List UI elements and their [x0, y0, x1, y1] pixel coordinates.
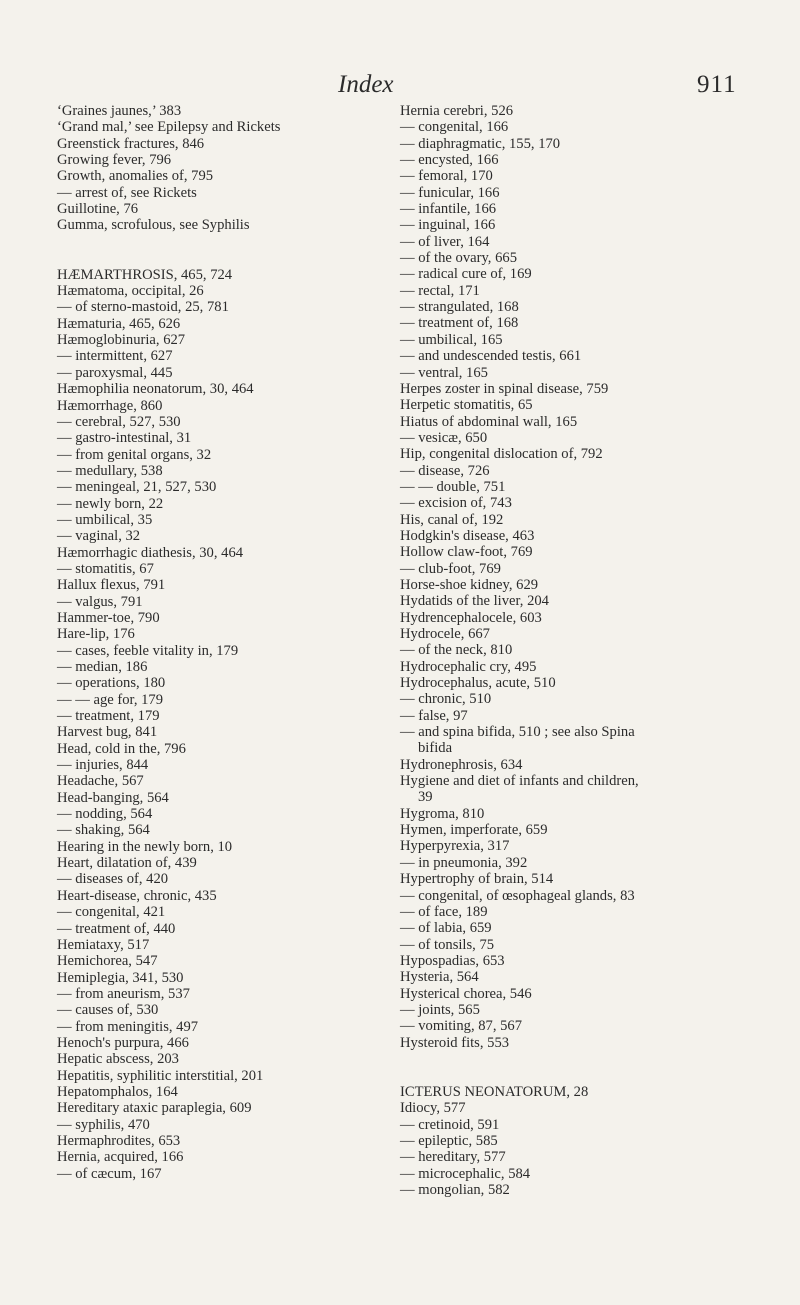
index-entry: — of face, 189 [400, 903, 488, 920]
index-entry: Hare-lip, 176 [57, 626, 135, 643]
index-entry: — treatment of, 440 [57, 920, 176, 937]
index-entry: Hydronephrosis, 634 [400, 756, 523, 773]
index-entry: — umbilical, 165 [400, 331, 503, 348]
index-entry: — median, 186 [57, 659, 148, 675]
index-entry: Hammer-toe, 790 [57, 609, 160, 626]
index-entry: — funicular, 166 [400, 184, 500, 201]
index-entry: Hæmatoma, occipital, 26 [57, 283, 204, 300]
index-entry: — congenital, 166 [400, 119, 509, 136]
index-entry: — meningeal, 21, 527, 530 [57, 479, 217, 496]
index-entry: — ventral, 165 [400, 364, 488, 381]
index-entry: — disease, 726 [400, 462, 490, 479]
index-entry: — joints, 565 [400, 1001, 480, 1018]
index-entry: Hollow claw-foot, 769 [400, 544, 533, 561]
index-entry: — and spina bifida, 510 ; see also Spina [400, 724, 635, 741]
index-entry: Harvest bug, 841 [57, 724, 158, 741]
index-entry: — cerebral, 527, 530 [57, 413, 181, 430]
index-entry: — excision of, 743 [400, 495, 512, 512]
index-entry: — radical cure of, 169 [400, 266, 532, 283]
index-entry: — of cæcum, 167 [57, 1165, 162, 1182]
index-entry: Hepatitis, syphilitic interstitial, 201 [57, 1067, 264, 1084]
index-entry: — of tonsils, 75 [400, 936, 495, 953]
index-entry: Hæmophilia neonatorum, 30, 464 [57, 381, 254, 398]
index-column-left [57, 103, 387, 1182]
index-entry: Hæmaturia, 465, 626 [57, 315, 181, 332]
index-entry: — chronic, 510 [400, 691, 492, 708]
index-entry: Horse-shoe kidney, 629 [400, 576, 539, 593]
index-entry: Henoch's purpura, 466 [57, 1034, 189, 1051]
index-entry: — mongolian, 582 [400, 1182, 510, 1198]
index-entry: — of sterno-mastoid, 25, 781 [57, 299, 229, 316]
index-entry: — — double, 751 [400, 478, 506, 495]
index-entry: — treatment of, 168 [400, 315, 519, 332]
index-entry: Hernia cerebri, 526 [400, 103, 514, 119]
index-entry: Herpes zoster in spinal disease, 759 [400, 380, 609, 397]
index-entry: Greenstick fractures, 846 [57, 135, 205, 152]
index-entry: Hearing in the newly born, 10 [57, 838, 233, 855]
index-entry: Head, cold in the, 796 [57, 740, 186, 757]
index-entry: Gumma, scrofulous, see Syphilis [57, 217, 250, 234]
index-entry: Hæmorrhage, 860 [57, 397, 163, 414]
index-entry: Hereditary ataxic paraplegia, 609 [57, 1100, 252, 1117]
index-entry: — diseases of, 420 [57, 871, 169, 888]
index-entry: Herpetic stomatitis, 65 [400, 397, 533, 414]
index-entry: ‘Graines jaunes,’ 383 [57, 103, 182, 119]
index-entry: Hæmoglobinuria, 627 [57, 332, 186, 349]
index-entry: — treatment, 179 [57, 708, 160, 725]
index-entry: Hermaphrodites, 653 [57, 1132, 181, 1149]
index-entry: — congenital, 421 [57, 904, 166, 921]
index-entry: — microcephalic, 584 [400, 1165, 531, 1182]
index-entry: — injuries, 844 [57, 757, 149, 774]
index-entry: Hip, congenital dislocation of, 792 [400, 446, 603, 463]
index-entry: — stomatitis, 67 [57, 560, 154, 577]
index-entry: — diaphragmatic, 155, 170 [400, 135, 561, 152]
index-entry: — in pneumonia, 392 [400, 854, 528, 871]
index-entry: — valgus, 791 [57, 593, 143, 610]
index-entry: Hysteroid fits, 553 [400, 1034, 510, 1051]
index-entry: Hæmorrhagic diathesis, 30, 464 [57, 544, 244, 561]
index-entry: Hemichorea, 547 [57, 953, 158, 970]
index-entry: 39 [418, 789, 433, 806]
index-entry: — congenital, of œsophageal glands, 83 [400, 887, 635, 904]
index-entry: — operations, 180 [57, 675, 166, 692]
index-column-right [400, 103, 780, 1198]
index-entry: — from aneurism, 537 [57, 985, 190, 1002]
index-entry: Idiocy, 577 [400, 1100, 466, 1117]
index-entry: Hyperpyrexia, 317 [400, 838, 510, 855]
index-entry: — paroxysmal, 445 [57, 364, 173, 381]
index-entry: ‘Grand mal,’ see Epilepsy and Rickets [57, 119, 281, 136]
index-entry: Hemiataxy, 517 [57, 936, 150, 953]
section-gap [57, 234, 387, 267]
index-entry: Hiatus of abdominal wall, 165 [400, 413, 578, 430]
index-entry: Head-banging, 564 [57, 789, 169, 806]
index-entry: — of the ovary, 665 [400, 250, 517, 267]
index-entry: — false, 97 [400, 707, 468, 724]
index-entry: Hydrocele, 667 [400, 626, 490, 642]
index-entry: — vaginal, 32 [57, 528, 141, 545]
index-entry: Hemiplegia, 341, 530 [57, 969, 184, 986]
index-entry: — and undescended testis, 661 [400, 348, 582, 365]
index-entry: — infantile, 166 [400, 201, 497, 218]
index-entry: — strangulated, 168 [400, 299, 519, 316]
index-entry: Hepatic abscess, 203 [57, 1051, 179, 1068]
index-entry: Hernia, acquired, 166 [57, 1149, 184, 1166]
index-entry: — nodding, 564 [57, 806, 153, 823]
section-gap [400, 1051, 780, 1084]
index-entry: — shaking, 564 [57, 822, 150, 839]
index-entry: Headache, 567 [57, 773, 144, 790]
index-entry: — syphilis, 470 [57, 1116, 150, 1133]
index-entry: Hydatids of the liver, 204 [400, 593, 549, 610]
page-number: 911 [697, 71, 737, 98]
index-entry: — vomiting, 87, 567 [400, 1018, 523, 1035]
index-entry: Hypospadias, 653 [400, 952, 505, 969]
index-entry: Growth, anomalies of, 795 [57, 168, 214, 185]
index-entry: — cases, feeble vitality in, 179 [57, 642, 239, 659]
index-entry: — intermittent, 627 [57, 348, 173, 365]
index-entry: — epileptic, 585 [400, 1132, 498, 1149]
index-entry: — umbilical, 35 [57, 511, 153, 528]
index-entry: Hepatomphalos, 164 [57, 1083, 178, 1100]
running-title: Index [338, 71, 394, 98]
index-entry: — femoral, 170 [400, 168, 493, 185]
index-entry: — — age for, 179 [57, 691, 164, 708]
index-entry: — of labia, 659 [400, 920, 492, 937]
index-entry: — from meningitis, 497 [57, 1018, 199, 1035]
index-entry: Hygroma, 810 [400, 805, 485, 822]
index-entry: bifida [418, 740, 453, 757]
page-header [0, 70, 800, 100]
index-entry: — club-foot, 769 [400, 560, 501, 577]
index-entry: Hydrocephalic cry, 495 [400, 658, 537, 675]
index-entry: — vesicæ, 650 [400, 429, 488, 446]
index-entry: — hereditary, 577 [400, 1149, 506, 1166]
index-entry: — arrest of, see Rickets [57, 184, 197, 201]
index-entry: — rectal, 171 [400, 282, 480, 299]
index-entry: Hydrocephalus, acute, 510 [400, 675, 556, 692]
index-entry: — of liver, 164 [400, 233, 490, 250]
index-entry: — cretinoid, 591 [400, 1116, 500, 1133]
index-entry: Hydrencephalocele, 603 [400, 609, 542, 626]
index-entry: — causes of, 530 [57, 1002, 159, 1019]
index-entry: — gastro-intestinal, 31 [57, 430, 192, 447]
index-entry: ICTERUS NEONATORUM, 28 [400, 1083, 589, 1100]
index-entry: Heart-disease, chronic, 435 [57, 887, 217, 904]
index-entry: Guillotine, 76 [57, 201, 139, 218]
index-entry: Hysterical chorea, 546 [400, 985, 532, 1002]
index-entry: — newly born, 22 [57, 495, 164, 512]
index-entry: — encysted, 166 [400, 152, 499, 169]
index-entry: Hallux flexus, 791 [57, 577, 166, 594]
index-entry: — inguinal, 166 [400, 217, 496, 234]
index-entry: Growing fever, 796 [57, 152, 172, 169]
index-entry: — medullary, 538 [57, 462, 163, 479]
index-entry: Hypertrophy of brain, 514 [400, 871, 554, 888]
index-entry: — of the neck, 810 [400, 642, 513, 659]
index-entry: HÆMARTHROSIS, 465, 724 [57, 266, 233, 283]
index-entry: Hodgkin's disease, 463 [400, 527, 535, 544]
index-entry: — from genital organs, 32 [57, 446, 212, 463]
index-entry: Heart, dilatation of, 439 [57, 855, 197, 872]
index-entry: Hygiene and diet of infants and children, [400, 773, 639, 790]
index-entry: Hymen, imperforate, 659 [400, 822, 548, 839]
index-entry: His, canal of, 192 [400, 511, 504, 528]
index-entry: Hysteria, 564 [400, 969, 479, 986]
